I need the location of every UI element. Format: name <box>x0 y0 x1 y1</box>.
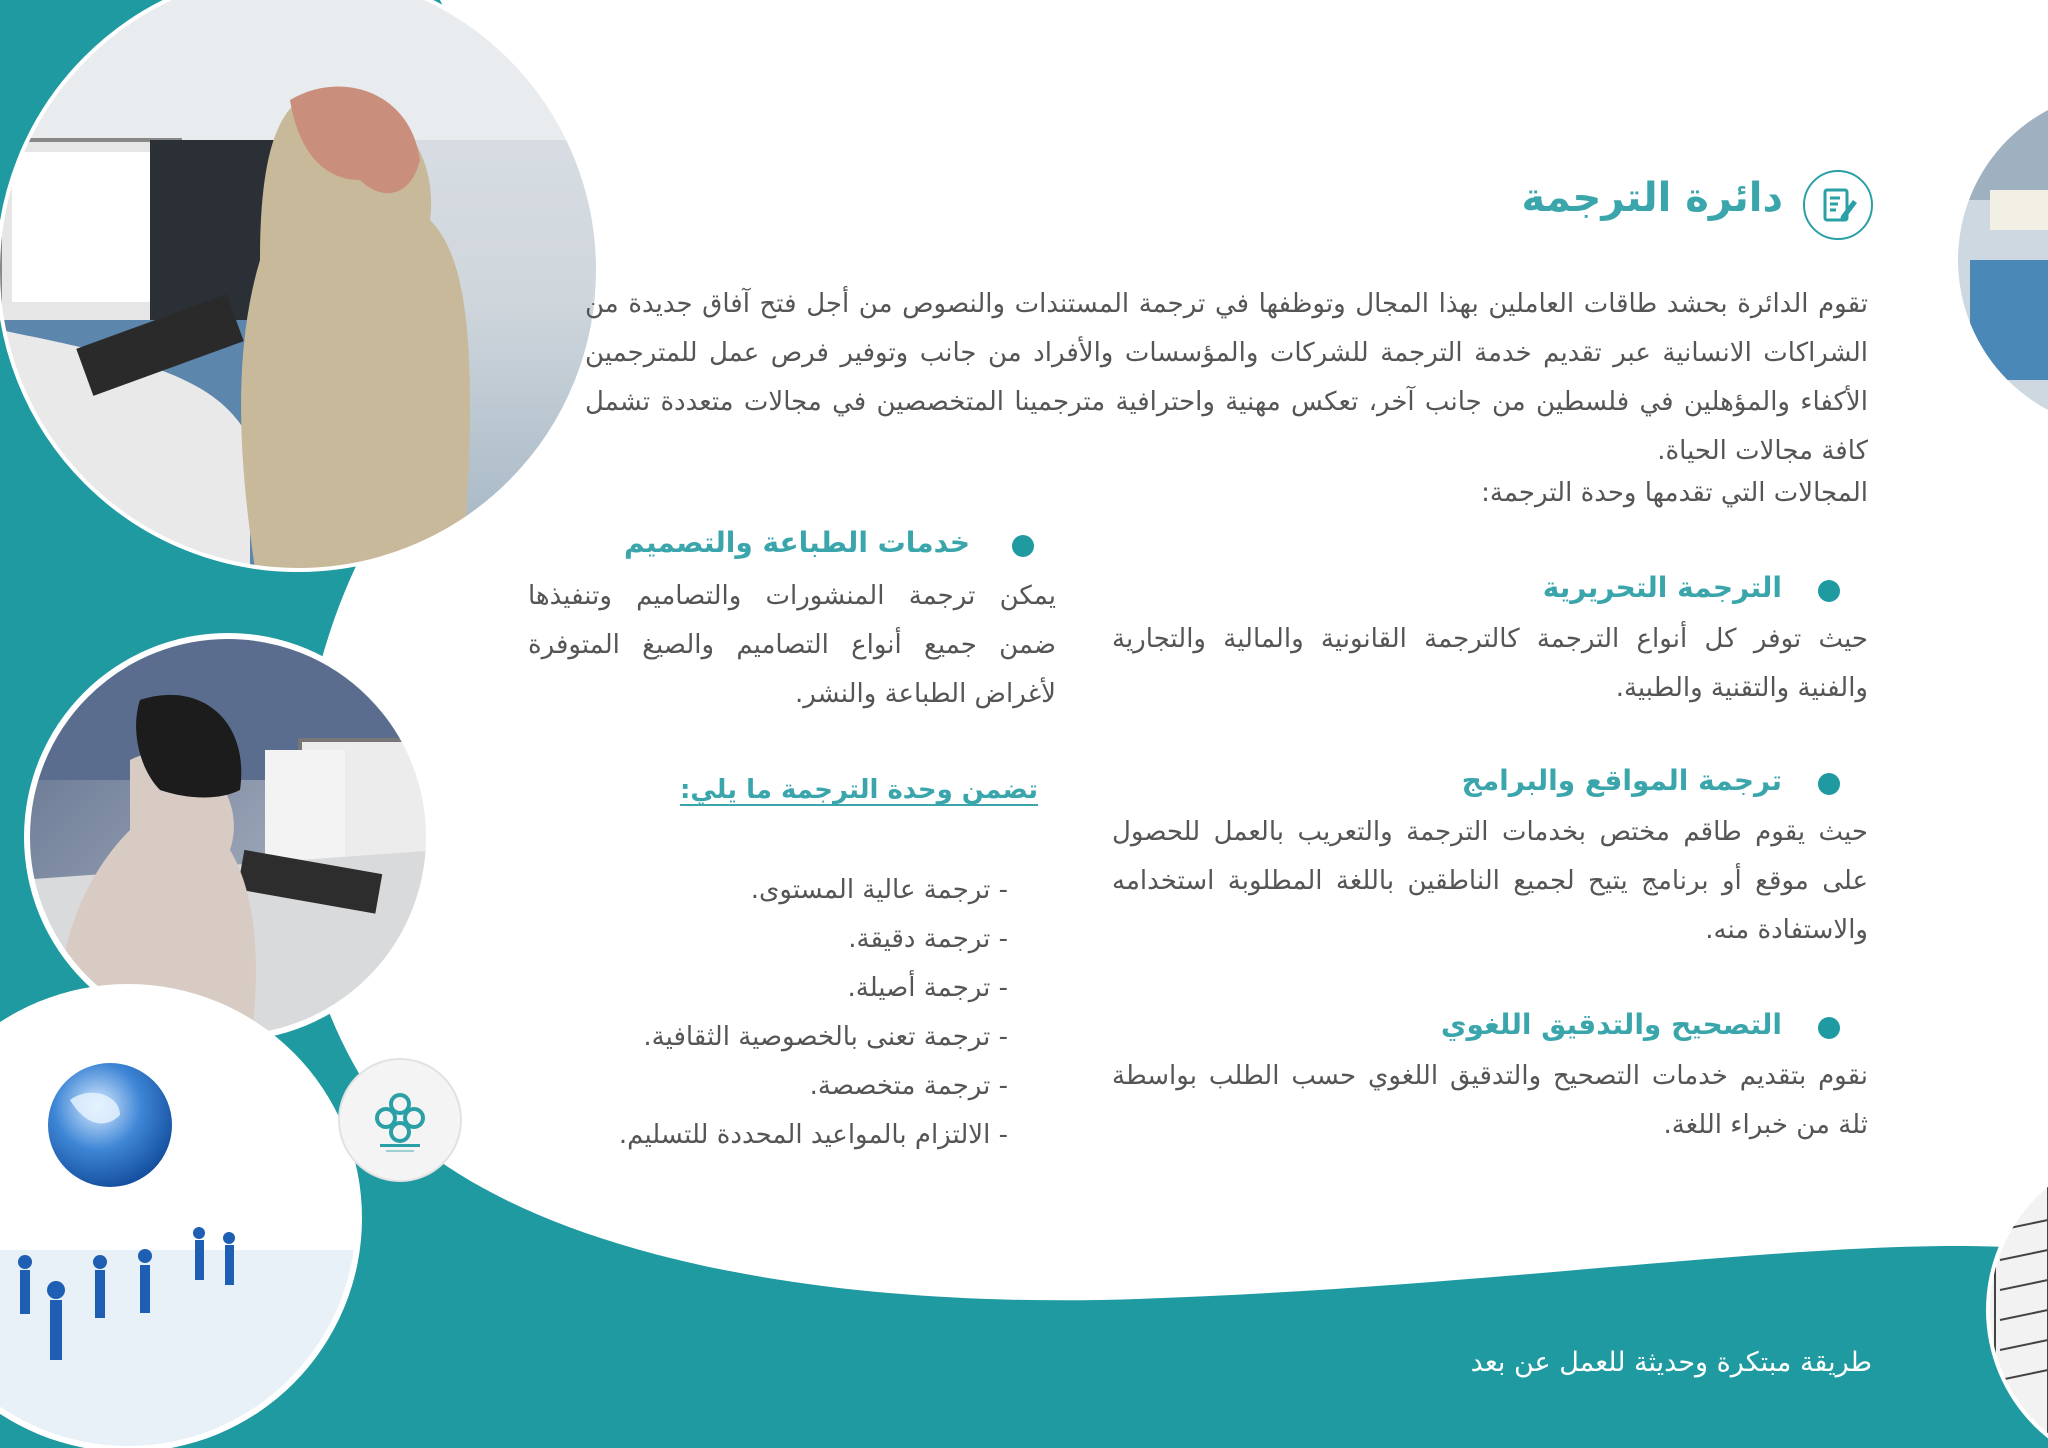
list-item: - الالتزام بالمواعيد المحددة للتسليم. <box>618 1120 1008 1150</box>
office-worker-computer-photo <box>0 0 598 570</box>
section-body-written: حيث توفر كل أنواع الترجمة كالترجمة القانونية والمالية والتجارية والفنية والتقنية والطبية. <box>1112 624 1868 703</box>
city-buildings-photo <box>1986 1146 2048 1448</box>
includes-title: تضمن وحدة الترجمة ما يلي: <box>679 775 1038 805</box>
section-title-printing: خدمات الطباعة والتصميم <box>624 526 970 559</box>
list-item: - ترجمة أصيلة. <box>847 973 1008 1003</box>
edit-document-icon <box>1805 172 1871 238</box>
list-item: - ترجمة عالية المستوى. <box>750 875 1008 905</box>
section-body-printing: يمكن ترجمة المنشورات والتصاميم وتنفيذها ضمن جميع أنواع التصاميم والصيغ المتوفرة لأغراض الطباعة والنشر. <box>528 581 1056 709</box>
list-item: - ترجمة متخصصة. <box>809 1071 1008 1101</box>
list-item: - ترجمة تعنى بالخصوصية الثقافية. <box>643 1022 1008 1052</box>
section-body-websites: حيث يقوم طاقم مختص بخدمات الترجمة والتعريب بالعمل للحصول على موقع أو برنامج يتيح لجميع الناطقين باللغة المطلوبة استخدامه والاستفادة منه. <box>1112 817 1868 945</box>
bullet-printing <box>1012 535 1034 557</box>
bullet-written <box>1818 580 1840 602</box>
logo-circle <box>338 1058 462 1182</box>
includes-list <box>619 866 1008 1160</box>
bullet-websites <box>1818 773 1840 795</box>
footer-tagline: طريقة مبتكرة وحديثة للعمل عن بعد <box>1470 1347 1872 1378</box>
section-title-written: الترجمة التحريرية <box>1542 571 1782 604</box>
list-item: - ترجمة دقيقة. <box>848 924 1008 954</box>
page-title: دائرة الترجمة <box>1521 175 1783 221</box>
building-interior-photo <box>1958 90 2048 430</box>
intro-paragraph: تقوم الدائرة بحشد طاقات العاملين بهذا المجال وتوظفها في ترجمة المستندات والنصوص من أجل فتح آفاق جديدة من الشراكات الانسانية عبر تقديم خدمة الترجمة للشركات والمؤسسات والأفراد من جانب وتوفير فرص عمل للمترجمين الأكفاء والمؤهلين في فلسطين من جانب آخر، تعكس مهنية واحترافية مترجمينا المتخصصين في مجالات متعددة تشمل كافة مجالات الحياة. <box>585 289 1868 466</box>
clover-logo-icon <box>340 1060 460 1180</box>
title-badge <box>1803 170 1873 240</box>
section-body-proofreading: نقوم بتقديم خدمات التصحيح والتدقيق اللغوي حسب الطلب بواسطة ثلة من خبراء اللغة. <box>1112 1061 1868 1140</box>
globe-network-people-photo <box>0 988 358 1448</box>
bullet-proofreading <box>1818 1017 1840 1039</box>
section-title-websites: ترجمة المواقع والبرامج <box>1461 764 1782 797</box>
section-title-proofreading: التصحيح والتدقيق اللغوي <box>1440 1008 1782 1041</box>
office-worker-desk-photo <box>28 637 428 1037</box>
domains-intro: المجالات التي تقدمها وحدة الترجمة: <box>1481 478 1868 508</box>
